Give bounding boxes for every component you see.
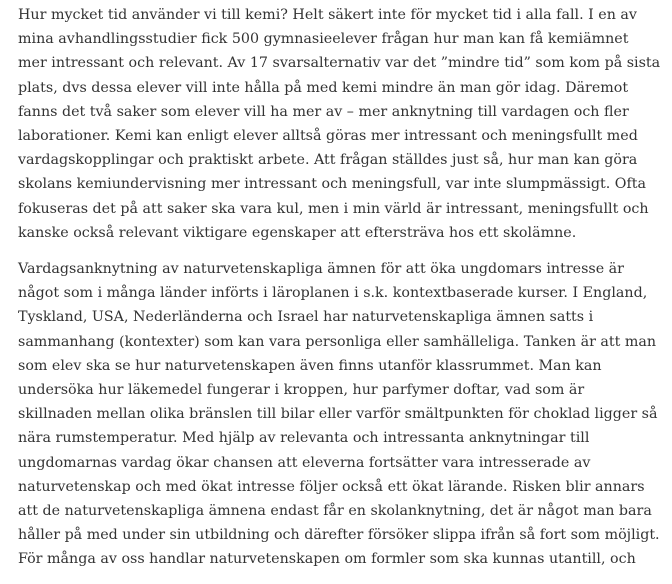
paragraph-2	[18, 257, 666, 572]
paragraph-2-line-10: naturvetenskap och med ökat intresse följer också ett ökat lärande. Risken blir annars	[18, 478, 645, 495]
paragraph-2-line-6: undersöka hur läkemedel fungerar i kroppen, hur parfymer doftar, vad som är	[18, 382, 585, 399]
paragraph-2-line-13: För många av oss handlar naturvetenskapen om formler som ska kunnas utantill, och	[18, 551, 636, 568]
paragraph-1-line-5: fanns det två saker som elever vill ha mer av – mer anknytning till vardagen och fler	[18, 103, 629, 120]
paragraph-1-line-2: mina avhandlingsstudier fick 500 gymnasieelever frågan hur man kan få kemiämnet	[18, 31, 629, 48]
paragraph-1-line-1: Hur mycket tid använder vi till kemi? Helt säkert inte för mycket tid i alla fall. I en av	[18, 7, 637, 23]
paragraph-2-line-2: något som i många länder införts i läroplanen i s.k. kontextbaserade kurser. I England,	[18, 285, 648, 302]
paragraph-1-line-7: vardagskopplingar och praktiskt arbete. Att frågan ställdes just så, hur man kan göra	[18, 152, 638, 169]
article-body	[18, 3, 666, 584]
paragraph-1-line-4: plats, dvs dessa elever vill inte hålla på med kemi mindre än man gör idag. Däremot	[18, 79, 629, 96]
paragraph-2-line-4: sammanhang (kontexter) som kan vara personliga eller samhälleliga. Tanken är att man	[18, 333, 657, 350]
paragraph-1-line-10: kanske också relevant viktigare egenskaper att eftersträva hos ett skolämne.	[18, 224, 577, 241]
paragraph-1-line-6: laborationer. Kemi kan enligt elever alltså göras mer intressant och meningsfullt med	[18, 128, 638, 145]
paragraph-1	[18, 3, 666, 245]
paragraph-2-line-8: nära rumstemperatur. Med hjälp av relevanta och intressanta anknytningar till	[18, 430, 590, 447]
paragraph-2-line-12: håller på med under sin utbildning och därefter försöker slippa ifrån så fort som möjligt.	[18, 527, 660, 544]
paragraph-2-line-1: Vardagsanknytning av naturvetenskapliga ämnen för att öka ungdomars intresse är	[18, 261, 624, 278]
paragraph-1-line-3: mer intressant och relevant. Av 17 svarsalternativ var det ”mindre tid” som kom på sista	[18, 55, 661, 72]
paragraph-1-line-8: skolans kemiundervisning mer intressant och meningsfull, var inte slumpmässigt. Ofta	[18, 176, 646, 193]
paragraph-2-line-5: som elev ska se hur naturvetenskapen även finns utanför klassrummet. Man kan	[18, 357, 602, 374]
paragraph-1-line-9: fokuseras det på att saker ska vara kul, men i min värld är intressant, meningsfullt och	[18, 200, 649, 217]
paragraph-2-line-11: att de naturvetenskapliga ämnena endast får en skolanknytning, det är något man bara	[18, 503, 652, 520]
paragraph-2-line-3: Tyskland, USA, Nederländerna och Israel har naturvetenskapliga ämnen satts i	[18, 309, 594, 326]
paragraph-2-line-9: ungdomarnas vardag ökar chansen att eleverna fortsätter vara intresserade av	[18, 454, 591, 471]
paragraph-2-line-7: skillnaden mellan olika bränslen till bilar eller varför smältpunkten för choklad ligger så	[18, 406, 658, 423]
